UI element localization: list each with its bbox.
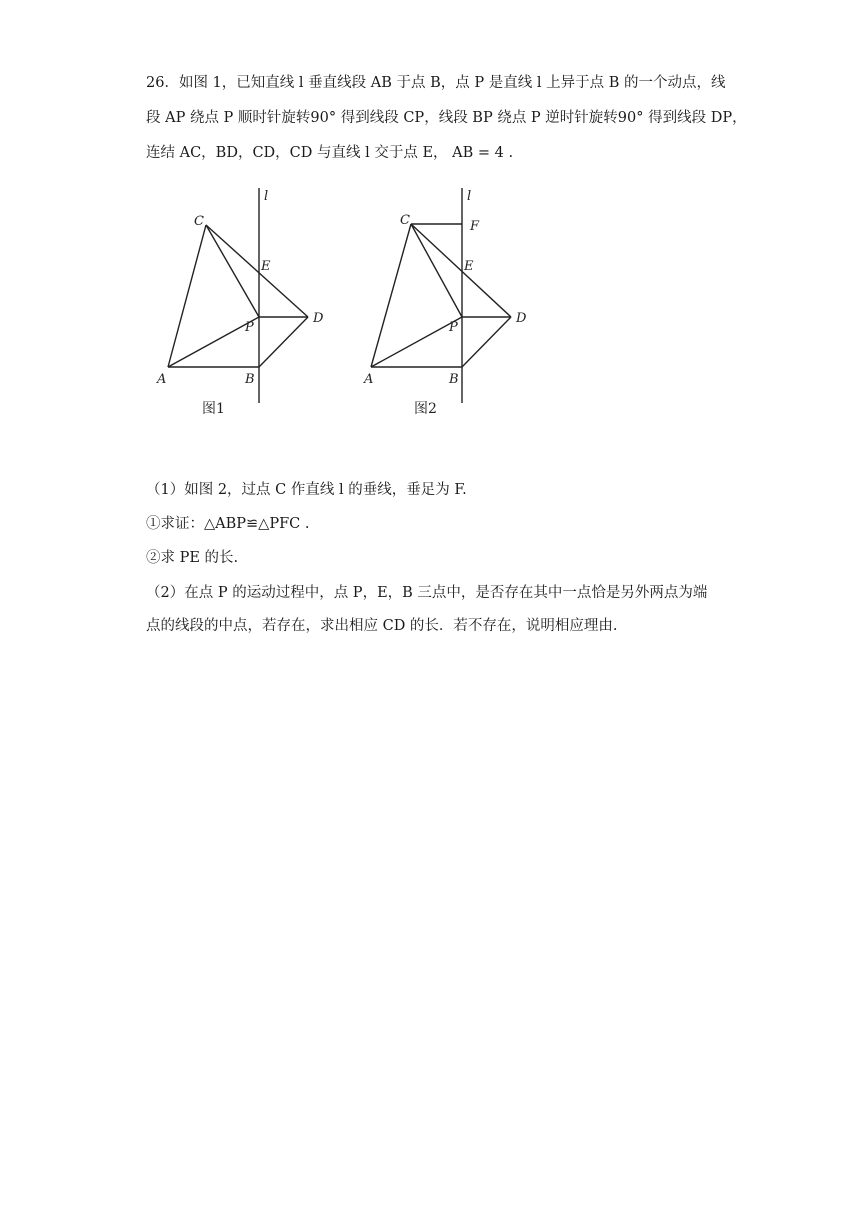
label-b: B [449,372,459,387]
figure-1 [156,188,324,417]
label-a: A [157,372,167,387]
problem-line-2: 段 AP 绕点 P 顺时针旋转90° 得到线段 CP，线段 BP 绕点 P 逆时针旋转90° 得到线段 DP， [146,110,747,126]
label-a: A [364,372,374,387]
question-1-part-2: ②求 PE 的长. [146,550,239,566]
label-c: C [194,214,204,229]
label-c: C [400,213,410,228]
label-d: D [313,311,324,326]
figure-2 [363,188,527,417]
label-f: F [470,219,480,234]
segment-cp [206,225,259,317]
segment-cd [411,224,511,317]
segment-cd [206,225,308,317]
segment-cp [411,224,462,317]
caption-figure-2: 图2 [414,401,437,417]
label-p: P [245,320,254,335]
segment-ac [371,224,411,367]
segment-bd [462,317,511,367]
question-1-part-1: ①求证：△ABP≌△PFC . [146,516,310,532]
label-e: E [464,259,474,274]
label-b: B [245,372,255,387]
question-2-line-1: （2）在点 P 的运动过程中，点 P，E，B 三点中，是否存在其中一点恰是另外两点为端 [146,585,708,601]
label-d: D [516,311,527,326]
problem-line-3: 连结 AC，BD，CD，CD 与直线 l 交于点 E， AB = 4 . [146,145,514,161]
label-p: P [449,320,458,335]
label-l: l [467,189,472,204]
segment-bd [259,317,308,367]
question-1: （1）如图 2，过点 C 作直线 l 的垂线，垂足为 F. [146,482,467,498]
question-2-line-2: 点的线段的中点，若存在，求出相应 CD 的长．若不存在，说明相应理由. [146,618,618,634]
caption-figure-1: 图1 [202,401,225,417]
geometry-figures [0,180,860,440]
label-l: l [264,189,269,204]
label-e: E [261,259,271,274]
problem-line-1: 26．如图 1，已知直线 l 垂直线段 AB 于点 B，点 P 是直线 l 上异于点 B 的一个动点，线 [146,75,726,91]
segment-ac [168,225,206,367]
problem-statement [146,66,747,171]
